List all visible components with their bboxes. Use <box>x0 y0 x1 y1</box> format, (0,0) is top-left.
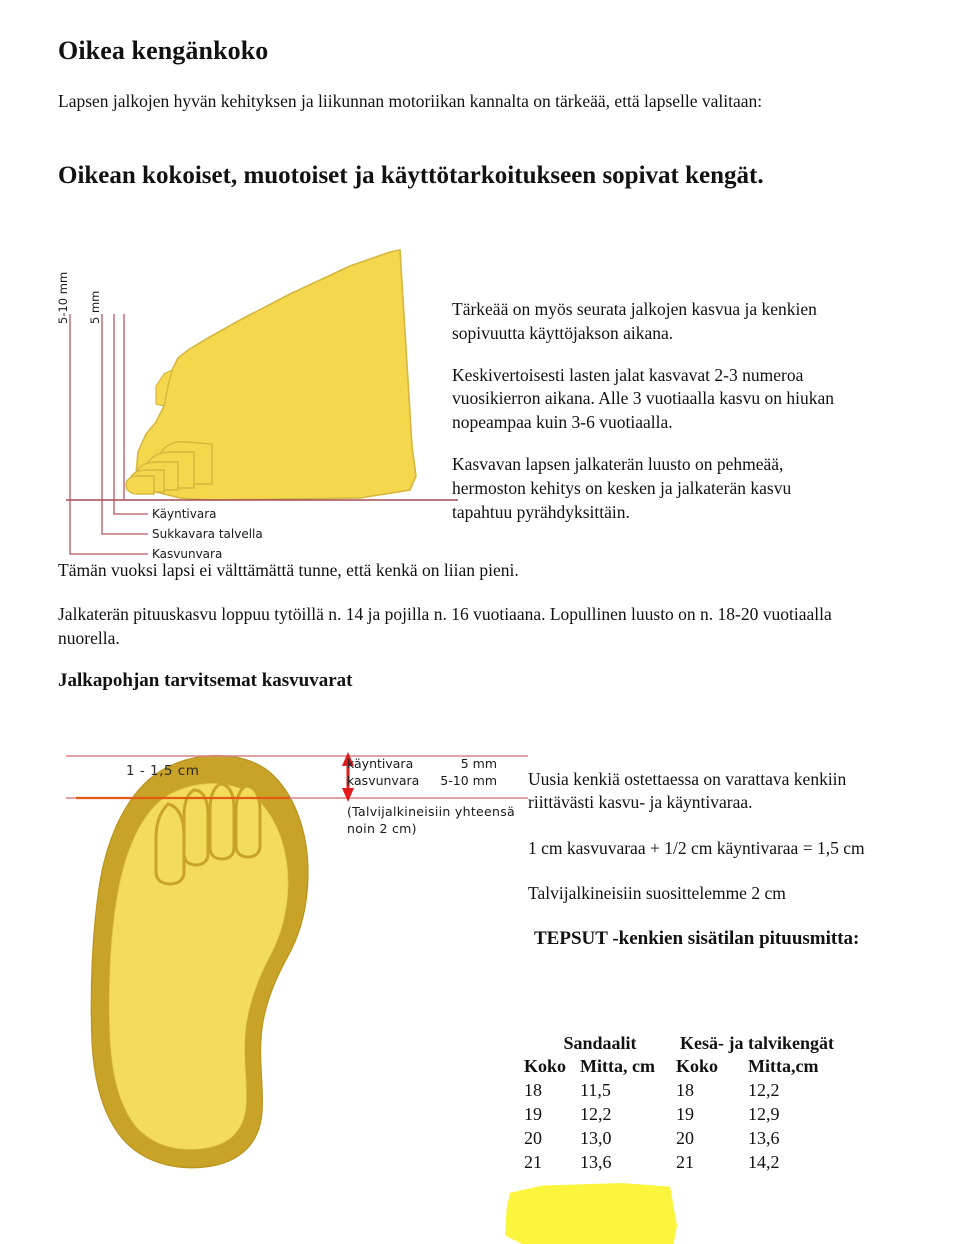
side-foot-illustration <box>60 246 460 556</box>
paragraph-taman-vuoksi: Tämän vuoksi lapsi ei välttämättä tunne, että kenkä on liian pieni. <box>58 560 519 580</box>
leader-kasvunvara <box>70 536 148 554</box>
leader-kayntivara <box>114 494 148 514</box>
highlighter-mark <box>505 1183 677 1244</box>
intro-paragraph: Lapsen jalkojen hyvän kehityksen ja liikunnan motoriikan kannalta on tärkeää, että lapselle valitaan: <box>58 91 763 111</box>
cell-mitta-kengat: 12,2 <box>748 1080 780 1100</box>
cell-mitta-sandaalit: 13,6 <box>580 1152 612 1172</box>
toe-fourth <box>236 786 260 857</box>
leader-sukkavara <box>102 514 148 534</box>
annotation-kayntivara <box>347 756 497 773</box>
cell-mitta-sandaalit: 11,5 <box>580 1080 611 1100</box>
label-sukkavara-talvella: Sukkavara talvella <box>152 527 263 541</box>
annotation-note: (Talvijalkineisiin yhteensä noin 2 cm) <box>347 803 515 836</box>
label-sole-measure: 1 - 1,5 cm <box>126 763 200 779</box>
cell-koko-sandaalit: 21 <box>524 1152 542 1172</box>
table-group-header-row <box>524 1032 838 1055</box>
right-col-paragraph-2: Keskivertoisesti lasten jalat kasvavat 2-3 numeroa vuosikierron aikana. Alle 3 vuotiaalla kasvu on hiukan nopeampaa kuin 3-6 vuotiaalla. <box>452 364 834 433</box>
label-5-10-mm: 5-10 mm <box>56 271 70 324</box>
group-header-sandaalit: Sandaalit <box>563 1033 637 1053</box>
cell-koko-kengat: 20 <box>676 1128 694 1148</box>
annotation-kasvunvara-label: kasvunvara <box>347 772 420 788</box>
label-kayntivara: Käyntivara <box>152 507 217 521</box>
cell-mitta-sandaalit: 12,2 <box>580 1104 612 1124</box>
cell-koko-sandaalit: 19 <box>524 1104 542 1124</box>
label-5-mm: 5 mm <box>88 290 102 324</box>
right-col-paragraph-3: Kasvavan lapsen jalkaterän luusto on pehmeää, hermoston kehitys on kesken ja jalkaterän kasvu tapahtuu pyrähdyksittäin. <box>452 453 792 522</box>
section-heading: Jalkapohjan tarvitsemat kasvuvarat <box>58 670 353 691</box>
right-col2-paragraph-3: Talvijalkineisiin suosittelemme 2 cm <box>528 882 786 903</box>
cell-koko-sandaalit: 20 <box>524 1128 542 1148</box>
toe-5 <box>126 476 154 494</box>
table-row <box>524 1127 838 1151</box>
right-col-paragraph-1: Tärkeää on myös seurata jalkojen kasvua ja kenkien sopivuutta käyttöjakson aikana. <box>452 299 817 343</box>
cell-mitta-kengat: 14,2 <box>748 1152 780 1172</box>
right-column2-text <box>528 768 868 974</box>
column-header-mitta-sandaalit: Mitta, cm <box>580 1056 655 1076</box>
table-row <box>524 1103 838 1127</box>
annotation-kayntivara-label: käyntivara <box>347 756 414 771</box>
right-col2-paragraph-1: Uusia kenkiä ostettaessa on varattava kenkiin riittävästi kasvu- ja käyntivaraa. <box>528 769 847 813</box>
table-row-highlighted <box>524 1151 838 1175</box>
cell-mitta-kengat: 12,9 <box>748 1104 780 1124</box>
tepsut-heading: TEPSUT -kenkien sisätilan pituusmitta: <box>534 928 860 950</box>
right-col2-paragraph-2: 1 cm kasvuvaraa + 1/2 cm käyntivaraa = 1,5 cm <box>528 837 865 858</box>
figure-side-foot <box>56 246 460 561</box>
shoe-size-table <box>524 1032 838 1175</box>
table-column-header-row <box>524 1055 838 1079</box>
group-header-kesa-talvikengat: Kesä- ja talvikengät <box>680 1033 834 1053</box>
annotation-kasvunvara <box>347 773 497 790</box>
column-header-mitta-kengat: Mitta,cm <box>748 1056 819 1076</box>
paragraph-jalkateran: Jalkaterän pituuskasvu loppuu tytöillä n. 14 ja pojilla n. 16 vuotiaana. Lopullinen luusto on n. 18-20 vuotiaalla nuorella. <box>58 604 832 648</box>
column-header-koko-kengat: Koko <box>676 1056 719 1076</box>
toe-third <box>210 784 234 859</box>
figure2-annotations <box>347 756 527 838</box>
right-column-text <box>452 298 852 524</box>
column-header-koko-sandaalit: Koko <box>524 1056 567 1076</box>
page-title: Oikea kengänkoko <box>58 36 269 65</box>
subtitle-heading: Oikean kokoiset, muotoiset ja käyttötarkoitukseen sopivat kengät. <box>58 162 764 189</box>
cell-mitta-sandaalit: 13,0 <box>580 1128 612 1148</box>
toe-big <box>156 804 184 884</box>
annotation-kayntivara-value: 5 mm <box>460 756 497 771</box>
cell-koko-sandaalit: 18 <box>524 1080 542 1100</box>
cell-koko-kengat: 19 <box>676 1104 694 1124</box>
table-row <box>524 1079 838 1103</box>
cell-koko-kengat: 18 <box>676 1080 694 1100</box>
annotation-kasvunvara-value: 5-10 mm <box>440 772 497 788</box>
toe-second <box>184 790 208 865</box>
label-kasvunvara: Kasvunvara <box>152 547 223 561</box>
cell-mitta-kengat: 13,6 <box>748 1128 780 1148</box>
cell-koko-kengat: 21 <box>676 1152 694 1172</box>
